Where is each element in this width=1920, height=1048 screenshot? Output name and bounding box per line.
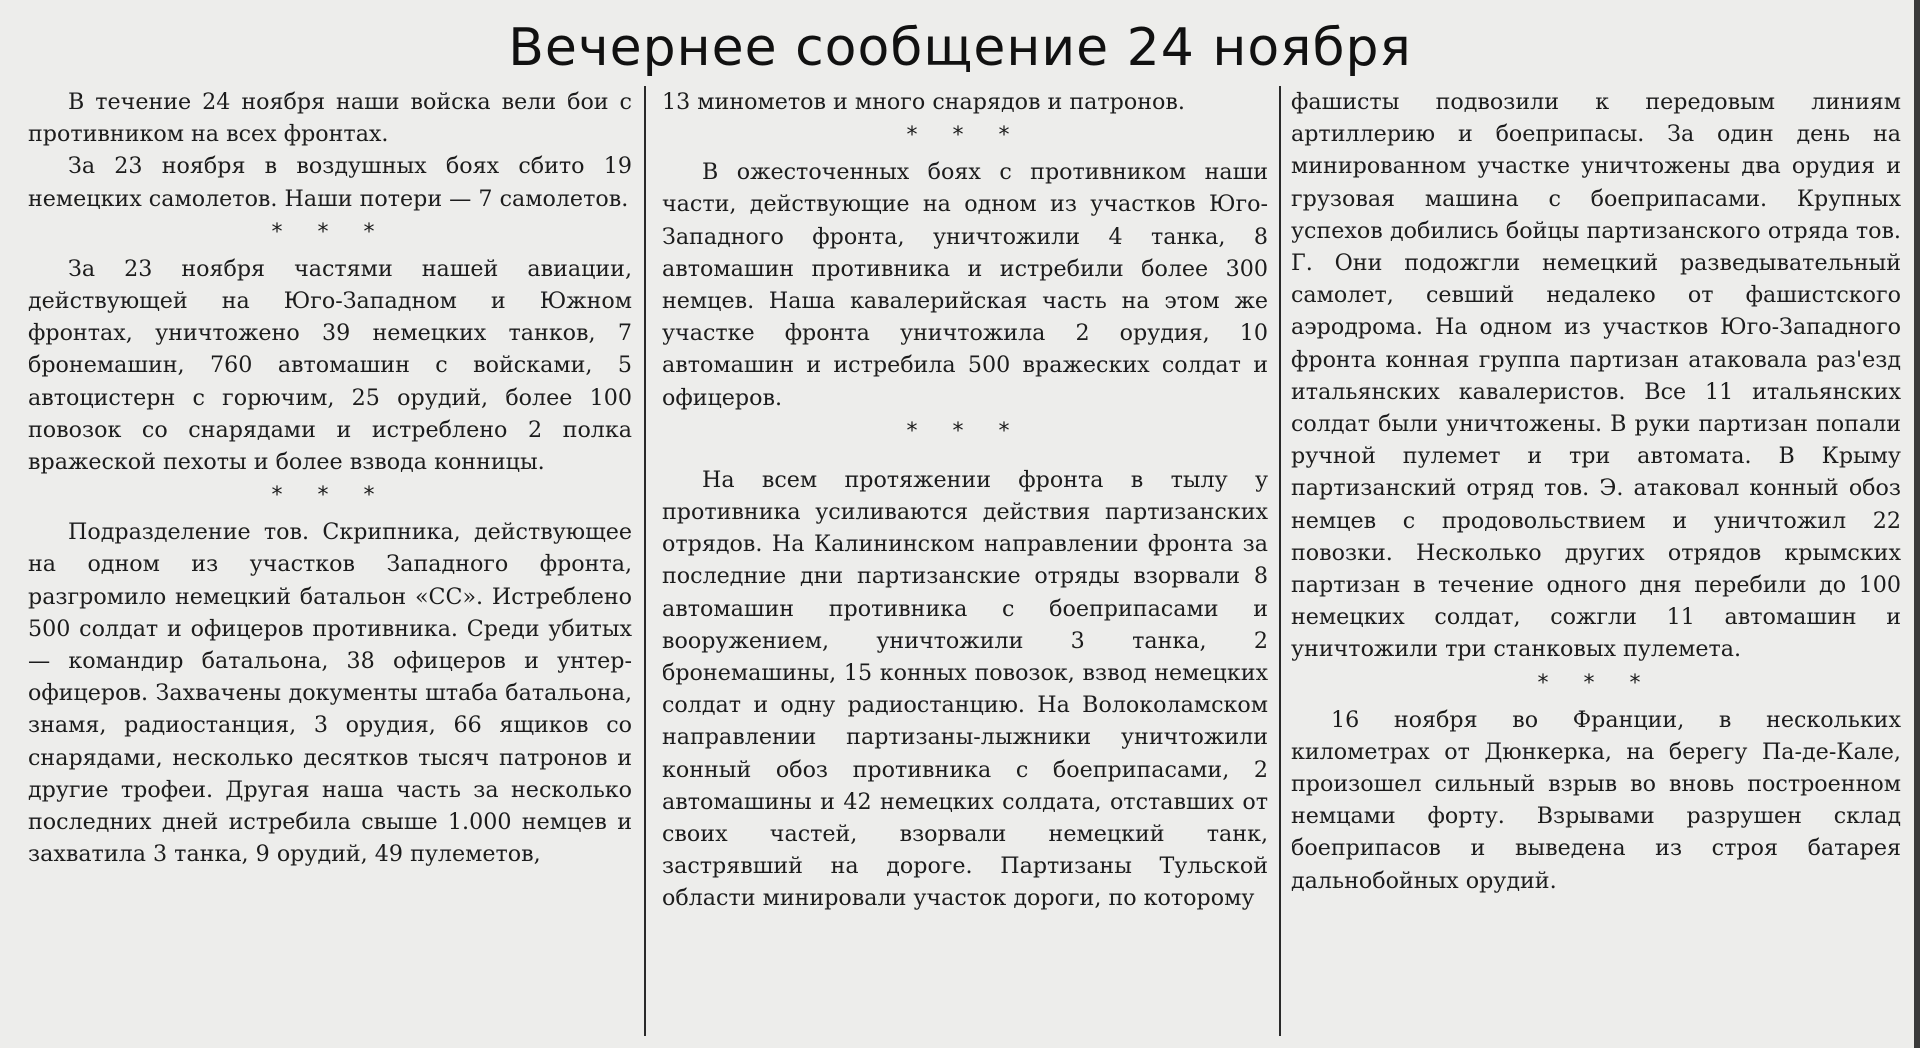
paragraph: За 23 ноября в воздушных боях сбито 19 немецких самолетов. Наши потери — 7 самолетов. [28, 153, 632, 212]
column-divider [1279, 86, 1281, 1036]
article-column-3 [1291, 86, 1901, 1048]
paragraph: 16 ноября во Франции, в нескольких километрах от Дюнкерка, на берегу Па-де-Кале, произошел сильный взрыв во вновь построенном немцами форту. Взрывами разрушен склад боеприпасов и выведена из строя батарея дальнобойных орудий. [1291, 706, 1901, 894]
paragraph: На всем протяжении фронта в тылу у противника усиливаются действия партизанских отрядов. На Калининском направлении фронта за последние дни партизанские отряды взорвали 8 автомашин противника с боеприпасами и вооружением, уничтожили 3 танка, 2 бронемашины, 15 конных повозок, взвод немецких солдат и одну радиостанцию. На Волоколамском направлении партизаны-лыжники уничтожили конный обоз противника с боеприпасами, 2 автомашины и 42 немецких солдата, отставших от своих частей, взорвали немецкий танк, застрявший на дороге. Партизаны Тульской области минировали участок дороги, по которому [662, 466, 1268, 912]
paragraph: В ожесточенных боях с противником наши части, действующие на одном из участков Юго-Западного фронта, уничтожили 4 танка, 8 автомашин противника и истребили более 300 немцев. Наша кавалерийская часть на этом же участке фронта уничтожила 2 орудия, 10 автомашин и истребила 500 вражеских солдат и офицеров. [662, 159, 1268, 411]
headline: Вечернее сообщение 24 ноября [508, 18, 1412, 78]
section-separator: * * * [906, 123, 1024, 149]
article-column-1 [28, 86, 632, 1048]
section-separator: * * * [271, 483, 389, 509]
page-edge [1914, 0, 1920, 1048]
paragraph: В течение 24 ноября наши войска вели бои с противником на всех фронтах. [28, 89, 632, 148]
section-separator: * * * [271, 219, 389, 245]
column-divider [644, 86, 646, 1036]
section-separator: * * * [1537, 670, 1655, 696]
spacer [662, 452, 1268, 464]
paragraph-continuation: фашисты подвозили к передовым линиям артиллерию и боеприпасы. За один день на минированном участке уничтожены два орудия и грузовая машина с боеприпасами. Крупных успехов добились бойцы партизанского отряда тов. Г. Они подожгли немецкий разведывательный самолет, севший недалеко от фашистского аэродрома. На одном из участков Юго-Западного фронта конная группа партизан атаковала раз'езд итальянских кавалеристов. Все 11 итальянских солдат были уничтожены. В руки партизан попали ручной пулемет и три автомата. В Крыму партизанский отряд тов. Э. атаковал конный обоз немцев с продовольствием и уничтожил 22 повозки. Несколько других отрядов крымских партизан в течение одного дня перебили до 100 немецких солдат, сожгли 11 автомашин и уничтожили три станковых пулемета. [1291, 89, 1901, 663]
paragraph: Подразделение тов. Скрипника, действующее на одном из участков Западного фронта, разгромило немецкий батальон «СС». Истреблено 500 солдат и офицеров противника. Среди убитых — командир батальона, 38 офицеров и унтер-офицеров. Захвачены документы штаба батальона, знамя, радиостанция, 3 орудия, 66 ящиков со снарядами, несколько десятков тысяч патронов и другие трофеи. Другая наша часть за несколько последних дней истребила свыше 1.000 немцев и захватила 3 танка, 9 орудий, 49 пулеметов, [28, 519, 632, 868]
paragraph-continuation: 13 минометов и много снарядов и патронов. [662, 89, 1185, 115]
section-separator: * * * [906, 418, 1024, 444]
article-column-2 [662, 86, 1268, 1048]
paragraph: За 23 ноября частями нашей авиации, действующей на Юго-Западном и Южном фронтах, уничтожено 39 немецких танков, 7 бронемашин, 760 автомашин с войсками, 5 автоцистерн с горючим, 25 орудий, более 100 повозок со снарядами и истреблено 2 полка вражеской пехоты и более взвода конницы. [28, 255, 632, 476]
